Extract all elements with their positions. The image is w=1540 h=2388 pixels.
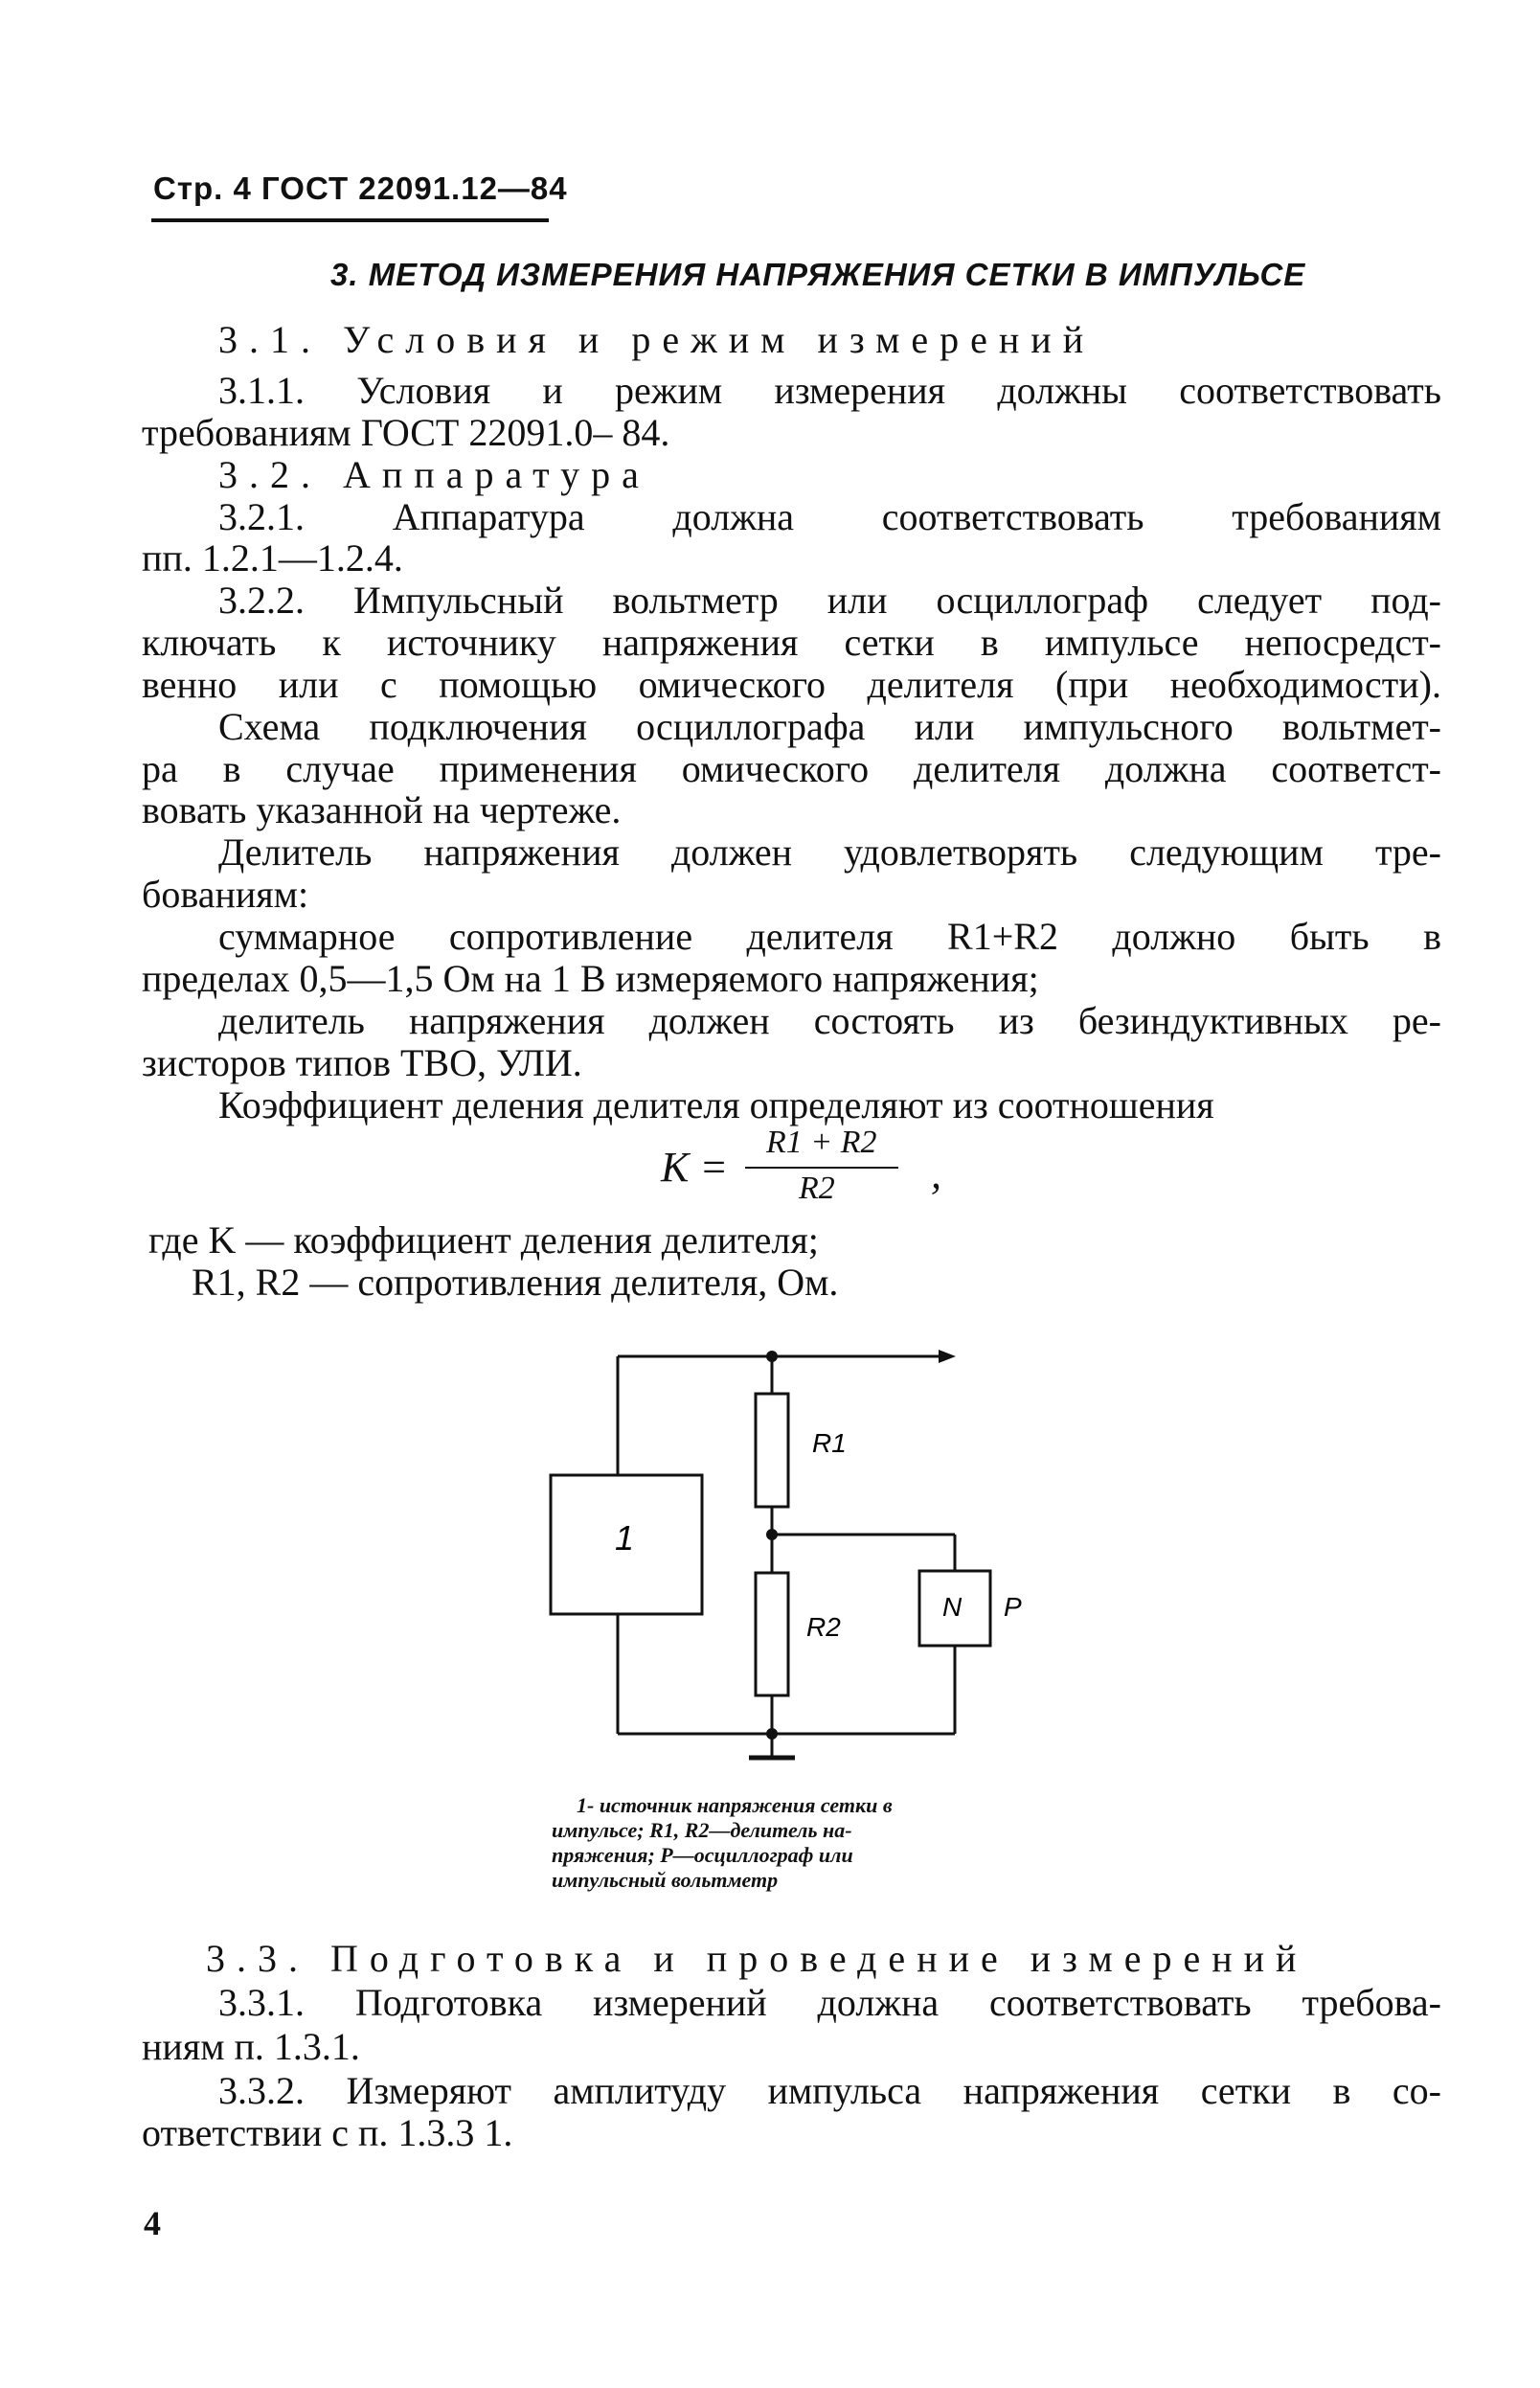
para-3-3-2-line1: 3.3.2. Измеряют амплитуду импульса напряжения сетки в со- (218, 2069, 1441, 2112)
para-3-3-1-line1: 3.3.1. Подготовка измерений должна соответствовать требова- (218, 1981, 1441, 2024)
label-r2: R2 (806, 1612, 841, 1642)
para-3-3-1-line2: ниям п. 1.3.1. (142, 2025, 360, 2068)
junction-bottom (766, 1728, 778, 1740)
heading-3-3: 3.3. Подготовка и проведение измерений (206, 1937, 1308, 1980)
caption-line2: импульсе; R1, R2—делитель на- (552, 1818, 852, 1842)
para-3-2-2-line3: венно или с помощью омического делителя (при необходимости). (142, 663, 1441, 706)
para-scheme-line2: ра в случае применения омического делителя должна соответст- (142, 747, 1441, 790)
formula-lhs: K = (661, 1144, 729, 1191)
label-meter-p: P (1004, 1592, 1022, 1622)
output-arrow-icon (939, 1350, 956, 1363)
para-resistors-line2: зисторов типов ТВО, УЛИ. (142, 1041, 582, 1084)
para-divider-line1: Делитель напряжения должен удовлетворять следующим тре- (218, 830, 1441, 874)
heading-3-1: 3.1. Условия и режим измерений (218, 318, 1096, 361)
page-number: 4 (144, 2204, 161, 2242)
para-scheme-line3: вовать указанной на чертеже. (142, 788, 622, 831)
label-source: 1 (615, 1518, 635, 1558)
caption-line1: 1- источник напряжения сетки в (577, 1793, 893, 1817)
para-scheme-line1: Схема подключения осциллографа или импульсного вольтмет- (218, 705, 1441, 748)
formula-denominator: R2 (799, 1171, 835, 1206)
caption-line3: пряжения; Р—осциллограф или (552, 1843, 853, 1867)
label-r1: R1 (812, 1428, 847, 1458)
formula-numerator: R1 + R2 (766, 1125, 877, 1160)
resistor-r1 (756, 1394, 788, 1507)
header-rule (151, 218, 549, 222)
section-title: 3. МЕТОД ИЗМЕРЕНИЯ НАПРЯЖЕНИЯ СЕТКИ В ИМПУЛЬСЕ (330, 257, 1306, 292)
junction-middle (766, 1529, 778, 1540)
formula-fraction-bar (745, 1167, 898, 1169)
where-r: R1, R2 — сопротивления делителя, Ом. (192, 1261, 839, 1304)
where-k: где K — коэффициент деления делителя; (148, 1218, 819, 1262)
formula-tail: , (931, 1150, 941, 1197)
para-sum-line1: суммарное сопротивление делителя R1+R2 должно быть в (218, 915, 1441, 958)
resistor-r2 (756, 1573, 788, 1695)
para-resistors-line1: делитель напряжения должен состоять из безиндуктивных ре- (218, 999, 1441, 1042)
para-3-3-2-line2: ответствии с п. 1.3.3 1. (142, 2111, 513, 2154)
para-3-2-1-line1: 3.2.1. Аппаратура должна соответствовать требованиям (218, 495, 1441, 538)
para-divider-line2: бованиям: (142, 873, 309, 916)
para-3-2-2-line1: 3.2.2. Импульсный вольтметр или осциллограф следует под- (218, 579, 1441, 622)
heading-3-2: 3.2. Аппаратура (218, 453, 650, 496)
junction-top (766, 1351, 778, 1362)
caption-line4: импульсный вольтметр (552, 1868, 779, 1892)
para-3-1-1-line2: требованиям ГОСТ 22091.0– 84. (142, 411, 670, 454)
para-sum-line2: пределах 0,5—1,5 Ом на 1 В измеряемого напряжения; (142, 957, 1039, 1000)
label-meter-n: N (942, 1592, 962, 1622)
page-header: Стр. 4 ГОСТ 22091.12—84 (153, 171, 568, 206)
circuit-diagram (536, 1331, 1073, 1782)
para-3-2-2-line2: ключать к источнику напряжения сетки в импульсе непосредст- (142, 621, 1441, 664)
para-3-1-1-line1: 3.1.1. Условия и режим измерения должны соответствовать (218, 369, 1441, 412)
para-coefficient: Коэффициент деления делителя определяют из соотношения (218, 1083, 1214, 1126)
para-3-2-1-line2: пп. 1.2.1—1.2.4. (142, 536, 403, 580)
